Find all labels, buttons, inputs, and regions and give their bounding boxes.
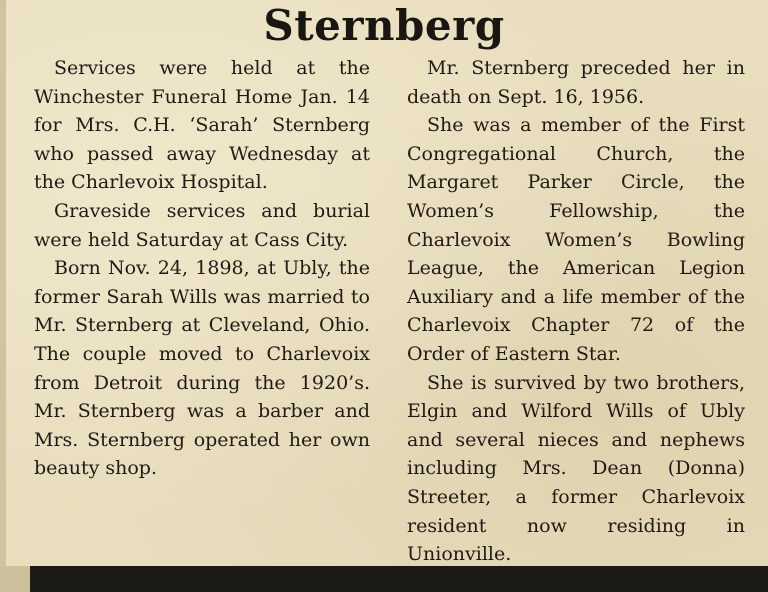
paragraph-preceded: Mr. Sternberg preceded her in death on Sept. 16, 1956. <box>407 57 745 108</box>
obituary-headline: Sternberg <box>263 1 505 50</box>
paragraph-memberships: She was a member of the First Congregational Church, the Margaret Parker Circle, the Women’s Fellowship, the Charlevoix Women’s Bowling League, the American Legion Auxiliary and a life member of the Charlevoix Chapter 72 of the Order of Eastern Star. <box>407 114 745 365</box>
right-column <box>407 54 745 569</box>
bottom-dark-border <box>30 566 768 592</box>
bottom-edge-paper <box>0 566 30 592</box>
paragraph-services: Services were held at the Winchester Funeral Home Jan. 14 for Mrs. C.H. ‘Sarah’ Sternberg who passed away Wednesday at the Charlevoix Hospital. <box>34 57 370 194</box>
paragraph-survivors: She is survived by two brothers, Elgin and Wilford Wills of Ubly and several nieces and nephews including Mrs. Dean (Donna) Streeter, a former Charlevoix resident now residing in Unionville. <box>407 371 745 566</box>
paragraph-graveside: Graveside services and burial were held Saturday at Cass City. <box>34 199 370 251</box>
paragraph-birth-marriage: Born Nov. 24, 1898, at Ubly, the former Sarah Wills was married to Mr. Sternberg at Cleveland, Ohio. The couple moved to Charlevoix from Detroit during the 1920’s. Mr. Sternberg was a barber and Mrs. Sternberg operated her own beauty shop. <box>34 257 370 480</box>
left-column <box>34 54 370 483</box>
clipping-left-edge <box>0 0 6 592</box>
